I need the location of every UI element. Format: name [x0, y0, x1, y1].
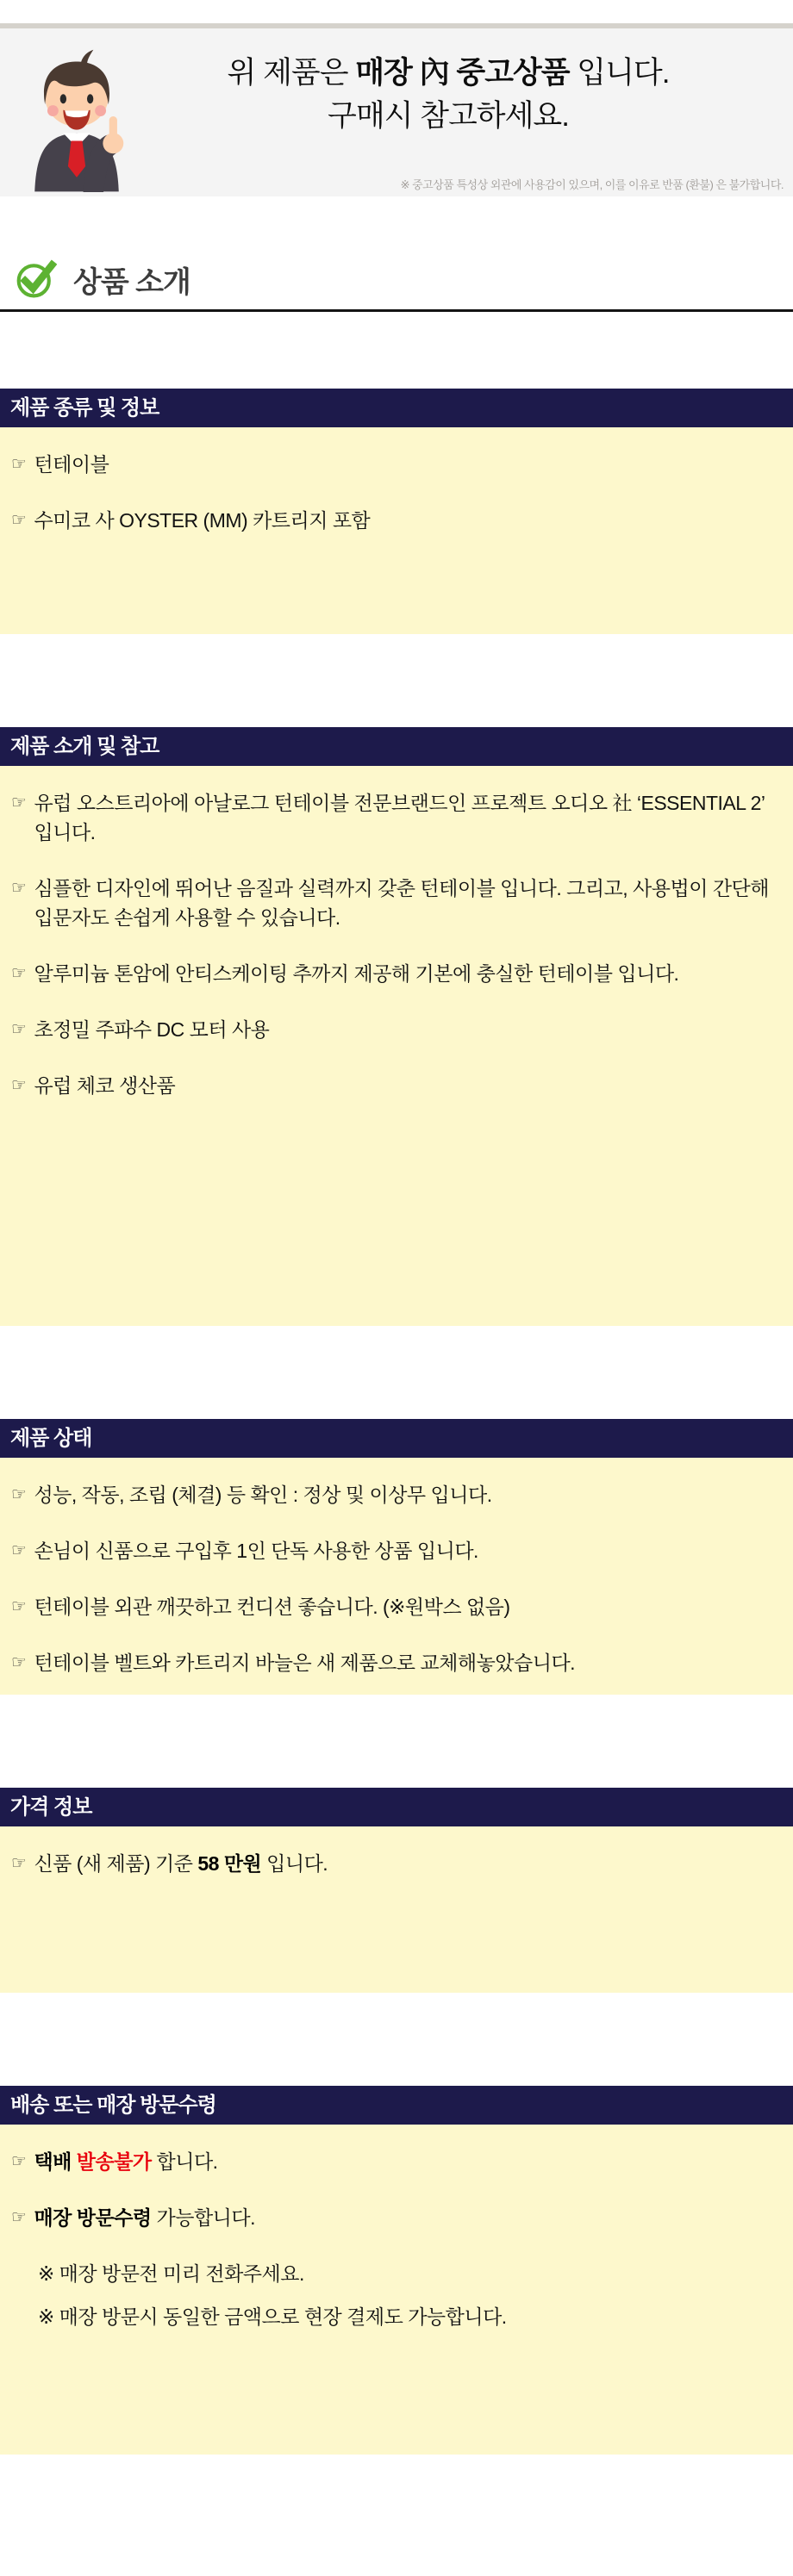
item-text [34, 1849, 328, 1878]
text-segment: ※ 매장 방문시 동일한 금액으로 현장 결제도 가능합니다. [38, 2305, 507, 2328]
section-body-product-type-info [0, 427, 793, 634]
item-text [34, 1071, 175, 1100]
text-segment: 택배 [34, 2150, 77, 2173]
item-text [34, 2203, 255, 2232]
text-segment: 합니다. [151, 2150, 218, 2173]
text-segment: 위 제품은 [227, 56, 356, 90]
bullet-item [11, 2203, 776, 2232]
banner-disclaimer-note: ※ 중고상품 특성상 외관에 사용감이 있으며, 이를 이유로 반품 (환불) 은 불가합니다. [400, 178, 784, 191]
text-segment: 유럽 체코 생산품 [34, 1074, 176, 1097]
text-segment: 손님이 신품으로 구입후 1인 단독 사용한 상품 입니다. [34, 1540, 478, 1562]
pointing-finger-icon: ☞ [11, 793, 27, 812]
pointing-finger-icon: ☞ [11, 879, 27, 898]
section-header-product-type-info: 제품 종류 및 정보 [0, 389, 793, 427]
section-product-type-info [0, 389, 793, 634]
section-price-info [0, 1788, 793, 1993]
section-header-delivery-or-pickup: 배송 또는 매장 방문수령 [0, 2086, 793, 2125]
section-body-product-condition [0, 1458, 793, 1695]
text-segment: 유럽 오스트리아에 아날로그 턴테이블 전문브랜드인 프로젝트 오디오 社 ‘ESSENTIAL 2’ 입니다. [34, 792, 765, 843]
item-text [34, 959, 678, 988]
title-divider [0, 309, 793, 312]
used-product-banner [0, 28, 793, 196]
bullet-item [11, 959, 776, 988]
banner-bold-text: 매장 內 중고상품 [355, 56, 570, 90]
note-item [11, 2302, 776, 2331]
pointing-finger-icon: ☞ [11, 1485, 27, 1504]
pointing-finger-icon: ☞ [11, 2152, 27, 2171]
text-segment: 수미코 사 OYSTER (MM) 카트리지 포함 [34, 509, 371, 532]
bullet-item [11, 506, 776, 535]
text-segment: 가능합니다. [151, 2206, 256, 2229]
section-body-price-info [0, 1826, 793, 1993]
bullet-item [11, 1849, 776, 1878]
bullet-item [11, 874, 776, 932]
used-product-info-page [0, 23, 793, 2455]
bullet-item [11, 1648, 776, 1677]
item-text [34, 1015, 269, 1044]
item-text [38, 2305, 507, 2328]
pointing-finger-icon: ☞ [11, 1020, 27, 1039]
text-segment: 신품 (새 제품) 기준 [34, 1852, 198, 1875]
page-title-row [0, 258, 793, 300]
pointing-finger-icon: ☞ [11, 964, 27, 983]
text-segment: 초정밀 주파수 DC 모터 사용 [34, 1018, 270, 1041]
text-segment: 턴테이블 외관 깨끗하고 컨디션 좋습니다. (※원박스 없음) [34, 1596, 510, 1618]
pointing-finger-icon: ☞ [11, 1854, 27, 1873]
bullet-item [11, 788, 776, 847]
bullet-item [11, 2147, 776, 2176]
pointing-finger-icon: ☞ [11, 511, 27, 530]
bullet-item [11, 1536, 776, 1565]
item-text [34, 1536, 478, 1565]
text-segment: 입니다. [569, 56, 670, 90]
highlighted-red-text: 발송불가 [76, 2150, 152, 2173]
pointing-finger-icon: ☞ [11, 455, 27, 474]
pointing-finger-icon: ☞ [11, 1076, 27, 1095]
text-segment: 매장 방문수령 [34, 2206, 152, 2229]
section-delivery-or-pickup [0, 2086, 793, 2455]
note-item [11, 2259, 776, 2288]
pointing-finger-icon: ☞ [11, 1653, 27, 1672]
text-segment: 입니다. [261, 1852, 328, 1875]
bullet-item [11, 1480, 776, 1509]
text-segment: 알루미늄 톤암에 안티스케이팅 추까지 제공해 기본에 충실한 턴테이블 입니다. [34, 962, 679, 985]
pointing-finger-icon: ☞ [11, 1597, 27, 1616]
green-check-icon [16, 258, 57, 300]
item-text [34, 450, 109, 479]
bullet-item [11, 1015, 776, 1044]
text-segment: 58 만원 [197, 1852, 262, 1875]
bullet-item [11, 1592, 776, 1621]
info-sections [0, 389, 793, 2455]
pointing-finger-icon: ☞ [11, 2208, 27, 2227]
section-header-product-condition: 제품 상태 [0, 1419, 793, 1458]
text-segment: 턴테이블 [34, 453, 109, 476]
text-segment: 심플한 디자인에 뛰어난 음질과 실력까지 갖춘 턴테이블 입니다. 그리고, 사용법이 간단해 입문자도 손쉽게 사용할 수 있습니다. [34, 877, 769, 929]
text-segment: 성능, 작동, 조립 (체결) 등 확인 : 정상 및 이상무 입니다. [34, 1484, 492, 1506]
bullet-item [11, 450, 776, 479]
section-product-condition [0, 1419, 793, 1695]
item-text [34, 874, 776, 932]
text-segment: ※ 매장 방문전 미리 전화주세요. [38, 2262, 304, 2285]
page-title: 상품 소개 [73, 265, 190, 299]
pointing-finger-icon: ☞ [11, 1541, 27, 1560]
item-text [34, 2147, 217, 2176]
section-header-price-info: 가격 정보 [0, 1788, 793, 1826]
section-body-product-intro-notes [0, 766, 793, 1326]
item-text [38, 2262, 304, 2285]
item-text [34, 1592, 509, 1621]
item-text [34, 1480, 491, 1509]
banner-headline-line1 [103, 52, 793, 95]
section-header-product-intro-notes: 제품 소개 및 참고 [0, 727, 793, 766]
item-text [34, 506, 370, 535]
businessman-pointing-icon [17, 40, 136, 192]
bullet-item [11, 1071, 776, 1100]
section-body-delivery-or-pickup [0, 2125, 793, 2455]
text-segment: 턴테이블 벨트와 카트리지 바늘은 새 제품으로 교체해놓았습니다. [34, 1652, 576, 1674]
item-text [34, 788, 776, 847]
banner-headline-line2: 구매시 참고하세요. [328, 99, 569, 133]
item-text [34, 1648, 575, 1677]
section-product-intro-notes [0, 727, 793, 1326]
